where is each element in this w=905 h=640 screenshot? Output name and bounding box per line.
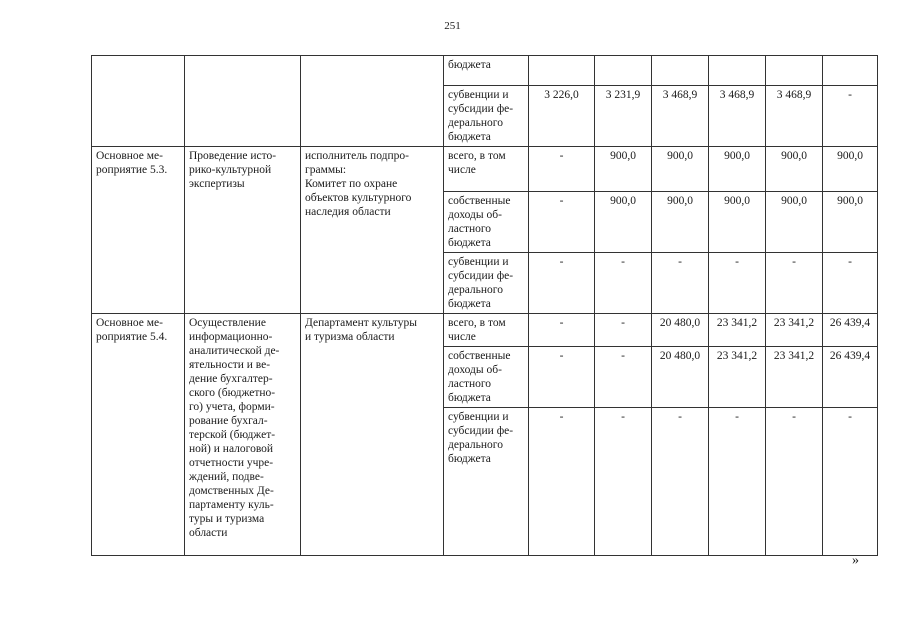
value-cell: 900,0 [709, 192, 766, 253]
executor-cell [301, 56, 444, 147]
table-row [92, 314, 878, 347]
value-cell: - [709, 408, 766, 556]
value-cell [709, 56, 766, 86]
activity-cell [92, 56, 185, 147]
value-cell: - [823, 86, 878, 147]
value-cell [595, 56, 652, 86]
value-cell: 900,0 [766, 192, 823, 253]
value-cell: - [595, 408, 652, 556]
value-cell: - [529, 253, 595, 314]
value-cell: 900,0 [823, 192, 878, 253]
value-cell: 900,0 [709, 147, 766, 192]
value-cell: 20 480,0 [652, 314, 709, 347]
value-cell: - [529, 314, 595, 347]
value-cell: - [595, 347, 652, 408]
funding-source-cell: всего, в том числе [444, 147, 529, 192]
value-cell: 900,0 [652, 147, 709, 192]
value-cell [529, 56, 595, 86]
value-cell: - [529, 347, 595, 408]
value-cell: - [595, 253, 652, 314]
activity-cell: Основное ме- роприятие 5.3. [92, 147, 185, 314]
table-row [92, 56, 878, 86]
value-cell: - [529, 192, 595, 253]
executor-cell: Департамент культуры и туризма области [301, 314, 444, 556]
activity-name-cell: Осуществление информационно- аналитической де- ятельности и ве- дение бухгалтер- ского (бюджетно- го) учета, форми- рование бухгал- терской (бюджет- ной) и налоговой отчетности учре- ждений, подве- домственных Де- партаменту куль- туры и туризма области [185, 314, 301, 556]
value-cell: 3 468,9 [652, 86, 709, 147]
value-cell: 26 439,4 [823, 314, 878, 347]
value-cell: 23 341,2 [709, 347, 766, 408]
page-number: 251 [444, 20, 461, 32]
value-cell: 26 439,4 [823, 347, 878, 408]
value-cell: 3 468,9 [766, 86, 823, 147]
value-cell: 900,0 [823, 147, 878, 192]
value-cell: - [709, 253, 766, 314]
funding-source-cell: субвенции и субсидии фе- дерального бюджета [444, 408, 529, 556]
value-cell: 900,0 [595, 192, 652, 253]
value-cell: 3 226,0 [529, 86, 595, 147]
value-cell: - [766, 408, 823, 556]
value-cell: - [595, 314, 652, 347]
value-cell: 20 480,0 [652, 347, 709, 408]
budget-table [91, 55, 878, 556]
value-cell: - [823, 408, 878, 556]
value-cell: 23 341,2 [709, 314, 766, 347]
funding-source-cell: собственные доходы об- ластного бюджета [444, 347, 529, 408]
closing-quote-mark: » [852, 553, 859, 568]
value-cell: 23 341,2 [766, 314, 823, 347]
executor-cell: исполнитель подпро- граммы: Комитет по охране объектов культурного наследия области [301, 147, 444, 314]
activity-name-cell: Проведение исто- рико-культурной экспертизы [185, 147, 301, 314]
value-cell: - [529, 408, 595, 556]
funding-source-cell: субвенции и субсидии фе- дерального бюджета [444, 253, 529, 314]
value-cell: - [529, 147, 595, 192]
value-cell: - [766, 253, 823, 314]
value-cell: 900,0 [595, 147, 652, 192]
value-cell: - [652, 253, 709, 314]
activity-cell: Основное ме- роприятие 5.4. [92, 314, 185, 556]
table-row [92, 147, 878, 192]
value-cell: 900,0 [652, 192, 709, 253]
value-cell: 3 468,9 [709, 86, 766, 147]
funding-source-cell: собственные доходы об- ластного бюджета [444, 192, 529, 253]
value-cell [823, 56, 878, 86]
funding-source-cell: бюджета [444, 56, 529, 86]
funding-source-cell: субвенции и субсидии фе- дерального бюджета [444, 86, 529, 147]
value-cell: 3 231,9 [595, 86, 652, 147]
value-cell [652, 56, 709, 86]
value-cell: - [823, 253, 878, 314]
value-cell: 23 341,2 [766, 347, 823, 408]
funding-source-cell: всего, в том числе [444, 314, 529, 347]
activity-name-cell [185, 56, 301, 147]
value-cell: - [652, 408, 709, 556]
value-cell [766, 56, 823, 86]
value-cell: 900,0 [766, 147, 823, 192]
